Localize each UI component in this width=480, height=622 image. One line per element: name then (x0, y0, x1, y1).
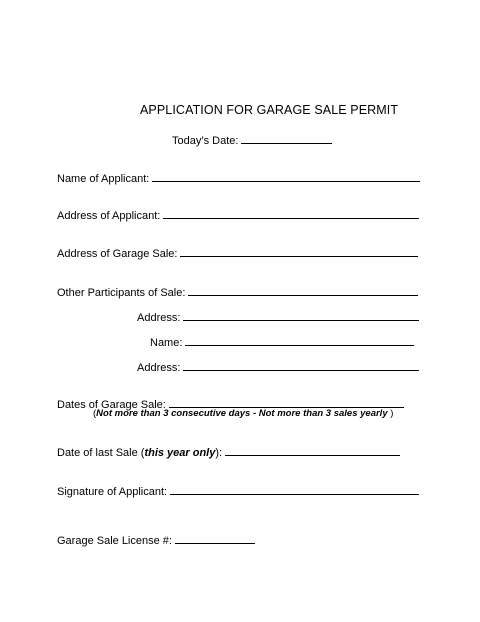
signature-label: Signature of Applicant: (57, 486, 168, 498)
name-of-applicant-label: Name of Applicant: (57, 173, 150, 185)
license-label: Garage Sale License #: (57, 535, 172, 547)
date-of-last-sale-row (57, 444, 400, 460)
signature-row (57, 483, 419, 499)
name-of-applicant-field[interactable] (152, 170, 420, 182)
participant-name-label: Name: (150, 337, 183, 349)
participant-name-field[interactable] (185, 334, 414, 346)
participant-address-2-row (137, 359, 419, 375)
signature-field[interactable] (170, 483, 419, 495)
address-of-garage-sale-label: Address of Garage Sale: (57, 248, 178, 260)
address-of-garage-sale-row (57, 245, 418, 261)
other-participants-label: Other Participants of Sale: (57, 287, 186, 299)
address-of-applicant-row (57, 207, 419, 223)
page-title: APPLICATION FOR GARAGE SALE PERMIT (140, 103, 399, 117)
other-participants-field[interactable] (188, 284, 418, 296)
participant-address-1-label: Address: (137, 312, 181, 324)
date-of-last-sale-label-emphasis: this year only (144, 447, 216, 459)
address-of-garage-sale-field[interactable] (180, 245, 418, 257)
license-row (57, 532, 255, 548)
dates-note-open: ( (93, 408, 97, 419)
participant-name-row (150, 334, 414, 350)
license-field[interactable] (175, 532, 255, 544)
participant-address-2-label: Address: (137, 362, 181, 374)
address-of-applicant-field[interactable] (163, 207, 419, 219)
participant-address-1-row (137, 309, 419, 325)
dates-note (93, 408, 393, 420)
participant-address-2-field[interactable] (183, 359, 419, 371)
dates-of-garage-sale-field[interactable] (169, 396, 404, 408)
dates-of-garage-sale-label: Dates of Garage Sale: (57, 399, 166, 411)
dates-note-close: ) (387, 408, 394, 419)
todays-date-field[interactable] (241, 132, 332, 144)
participant-address-1-field[interactable] (183, 309, 419, 321)
name-of-applicant-row (57, 170, 420, 186)
date-of-last-sale-label-post: ): (215, 447, 223, 459)
address-of-applicant-label: Address of Applicant: (57, 210, 161, 222)
other-participants-row (57, 284, 418, 300)
todays-date-row (172, 132, 332, 148)
date-of-last-sale-field[interactable] (225, 444, 400, 456)
dates-note-text: Not more than 3 consecutive days - Not more than 3 sales yearly (96, 408, 388, 419)
todays-date-label: Today’s Date: (172, 135, 239, 147)
date-of-last-sale-label-pre: Date of last Sale ( (57, 447, 145, 459)
